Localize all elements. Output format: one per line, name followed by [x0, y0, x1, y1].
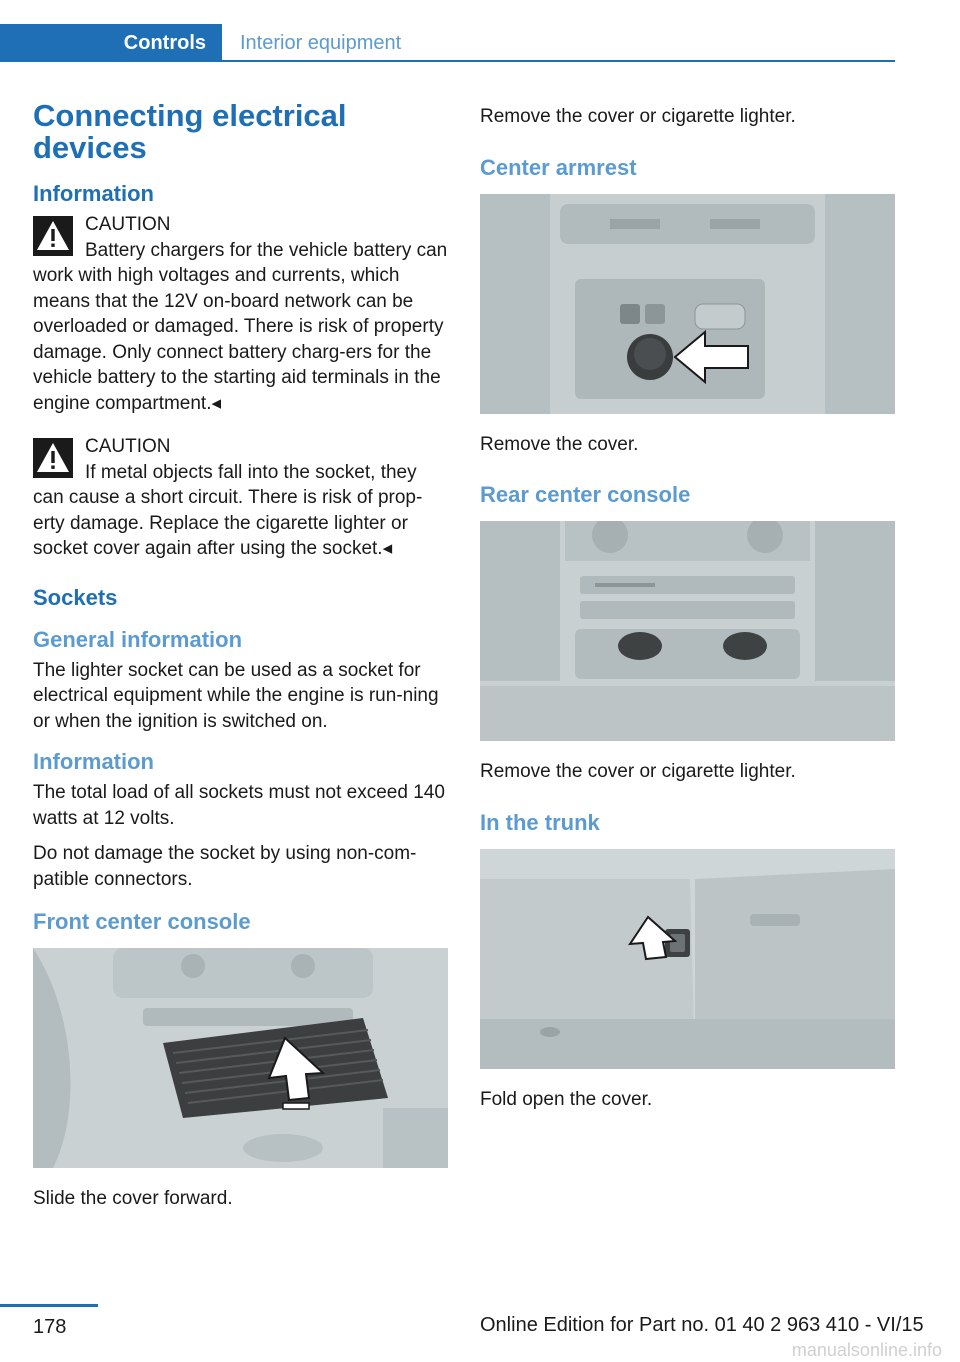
- trunk-illustration: [480, 849, 895, 1069]
- center-armrest-caption: Remove the cover.: [480, 433, 639, 455]
- sockets-heading: Sockets: [33, 584, 118, 610]
- information-heading-2: Information: [33, 749, 154, 774]
- warning-icon: [33, 438, 73, 478]
- watermark: manualsonline.info: [791, 1340, 942, 1360]
- front-center-console-heading: Front center console: [33, 909, 251, 934]
- trunk-caption: Fold open the cover.: [480, 1088, 653, 1110]
- connector-warning-text: Do not damage the socket by using non-com-patible connectors.: [33, 843, 417, 890]
- right-column: [480, 104, 895, 1122]
- warning-icon: [33, 216, 73, 256]
- header-divider: [0, 60, 895, 62]
- load-limit-text: The total load of all sockets must not exceed 140 watts at 12 volts.: [33, 782, 445, 829]
- caution-text: If metal objects fall into the socket, they can cause a short circuit. There is risk of prop-erty damage. Replace the cigarette lighter or socket cover again after using the socket.◂: [33, 461, 423, 559]
- center-armrest-illustration: [480, 194, 895, 414]
- page-number: 178: [33, 1316, 67, 1338]
- front-center-console-caption: Slide the cover forward.: [33, 1188, 233, 1209]
- tab-interior-equipment[interactable]: Interior equipment: [240, 31, 402, 54]
- front-center-console-illustration: [33, 948, 448, 1168]
- caution-text: Battery chargers for the vehicle battery can work with high voltages and currents, which means that the 12V on-board network can be overloaded or damaged. There is risk of property damage. Only connect battery charg-ers for the vehicle battery to the starting aid terminals in the engine compartment.◂: [33, 239, 448, 414]
- caution-label: CAUTION: [85, 436, 171, 457]
- left-column: [33, 100, 448, 1222]
- general-information-heading: General information: [33, 626, 243, 652]
- page-header: [0, 0, 960, 62]
- page-title: Connecting electrical devices: [33, 98, 347, 165]
- tab-controls[interactable]: Controls: [0, 24, 222, 62]
- general-information-text: The lighter socket can be used as a socket for electrical equipment while the engine is run-ning or when the ignition is switched on.: [33, 659, 439, 732]
- caution-label: CAUTION: [85, 214, 171, 235]
- rear-center-console-illustration: [480, 521, 895, 741]
- caution-block-2: [33, 434, 448, 562]
- trunk-heading: In the trunk: [480, 809, 600, 835]
- rear-center-console-heading: Rear center console: [480, 482, 691, 507]
- information-heading: Information: [33, 181, 154, 206]
- caution-block-1: [33, 212, 448, 416]
- footer-divider: [0, 1304, 98, 1307]
- center-armrest-heading: Center armrest: [480, 154, 637, 180]
- rear-center-console-caption: Remove the cover or cigarette lighter.: [480, 761, 796, 782]
- cover-removal-text: Remove the cover or cigarette lighter.: [480, 106, 796, 127]
- edition-info: Online Edition for Part no. 01 40 2 963 410 - VI/15: [480, 1314, 924, 1336]
